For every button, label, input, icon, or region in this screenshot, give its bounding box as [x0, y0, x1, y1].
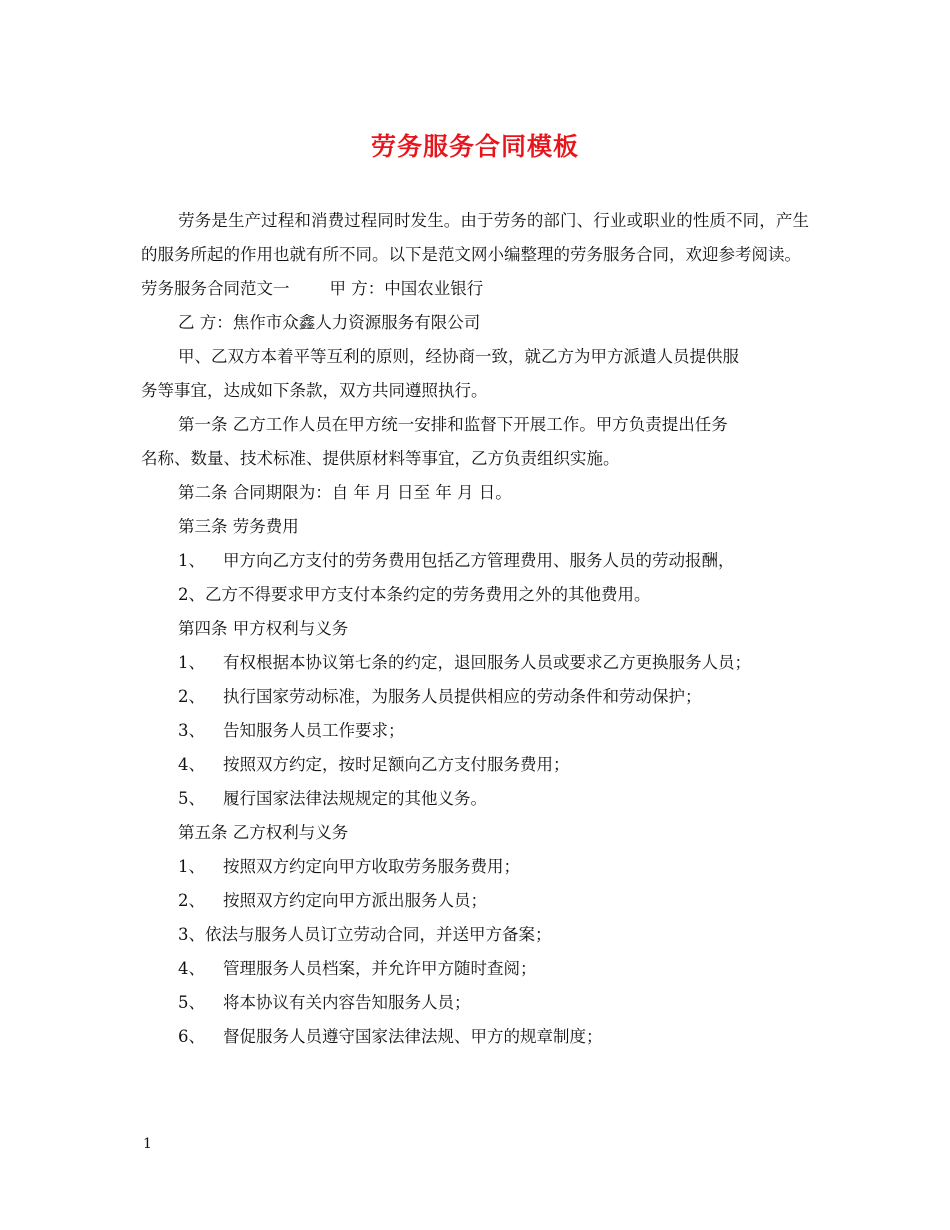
item-number: 5、 — [178, 789, 205, 808]
article-3-item — [141, 578, 809, 612]
preamble-line-1: 甲、乙双方本着平等互利的原则，经协商一致，就乙方为甲方派遣人员提供服 — [178, 347, 739, 366]
article-5-item — [141, 986, 809, 1020]
item-text: 甲方向乙方支付的劳务费用包括乙方管理费用、服务人员的劳动报酬， — [223, 551, 735, 570]
document-body — [141, 204, 809, 1054]
party-b: 乙 方：焦作市众鑫人力资源服务有限公司 — [178, 313, 481, 332]
item-text: 督促服务人员遵守国家法律法规、甲方的规章制度； — [223, 1027, 603, 1046]
item-number: 2、 — [178, 687, 205, 706]
item-text: 将本协议有关内容告知服务人员； — [223, 993, 471, 1012]
article-5-item — [141, 918, 809, 952]
article-5-heading: 第五条 乙方权利与义务 — [178, 823, 349, 842]
item-number: 5、 — [178, 993, 205, 1012]
party-a: 甲 方：中国农业银行 — [329, 279, 484, 298]
item-number: 4、 — [178, 959, 205, 978]
item-text: 按照双方约定向甲方收取劳务服务费用； — [223, 857, 520, 876]
article-4-heading: 第四条 甲方权利与义务 — [178, 619, 349, 638]
item-number: 4、 — [178, 755, 205, 774]
page-number: 1 — [143, 1136, 152, 1152]
article-5-item — [141, 850, 809, 884]
article-5-item — [141, 1020, 809, 1054]
item-text: 告知服务人员工作要求； — [223, 721, 405, 740]
article-4-item — [141, 782, 809, 816]
item-number: 1、 — [178, 857, 205, 876]
item-text: 按照双方约定，按时足额向乙方支付服务费用； — [223, 755, 570, 774]
article-4-item — [141, 714, 809, 748]
item-number: 3、 — [178, 721, 205, 740]
article-5-item — [141, 952, 809, 986]
item-text: 3、依法与服务人员订立劳动合同，并送甲方备案； — [178, 925, 552, 944]
intro-paragraph: 劳务是生产过程和消费过程同时发生。由于劳务的部门、行业或职业的性质不同，产生的服务所起的作用也就有所不同。以下是范文网小编整理的劳务服务合同，欢迎参考阅读。 — [141, 211, 809, 264]
item-text: 执行国家劳动标准，为服务人员提供相应的劳动条件和劳动保护； — [223, 687, 702, 706]
sample-heading-line — [141, 272, 809, 306]
item-text: 管理服务人员档案，并允许甲方随时查阅； — [223, 959, 537, 978]
item-number: 6、 — [178, 1027, 205, 1046]
article-1-line-2: 名称、数量、技术标准、提供原材料等事宜，乙方负责组织实施。 — [141, 449, 620, 468]
item-text: 有权根据本协议第七条的约定，退回服务人员或要求乙方更换服务人员； — [223, 653, 751, 672]
item-text: 履行国家法律法规规定的其他义务。 — [223, 789, 487, 808]
item-number: 2、 — [178, 891, 205, 910]
article-4-item — [141, 680, 809, 714]
article-4-item — [141, 748, 809, 782]
item-number: 1、 — [178, 653, 205, 672]
document-title: 劳务服务合同模板 — [370, 132, 579, 161]
item-number: 1、 — [178, 551, 205, 570]
sample-heading: 劳务服务合同范文一 — [141, 279, 290, 298]
article-4-item — [141, 646, 809, 680]
article-5-item — [141, 884, 809, 918]
article-3-heading: 第三条 劳务费用 — [178, 517, 299, 536]
item-text: 2、乙方不得要求甲方支付本条约定的劳务费用之外的其他费用。 — [178, 585, 651, 604]
article-3-item — [141, 544, 809, 578]
article-2: 第二条 合同期限为：自 年 月 日至 年 月 日。 — [178, 483, 512, 502]
preamble-line-2: 务等事宜，达成如下条款，双方共同遵照执行。 — [141, 381, 488, 400]
article-1-line-1: 第一条 乙方工作人员在甲方统一安排和监督下开展工作。甲方负责提出任务 — [178, 415, 728, 434]
item-text: 按照双方约定向甲方派出服务人员； — [223, 891, 487, 910]
